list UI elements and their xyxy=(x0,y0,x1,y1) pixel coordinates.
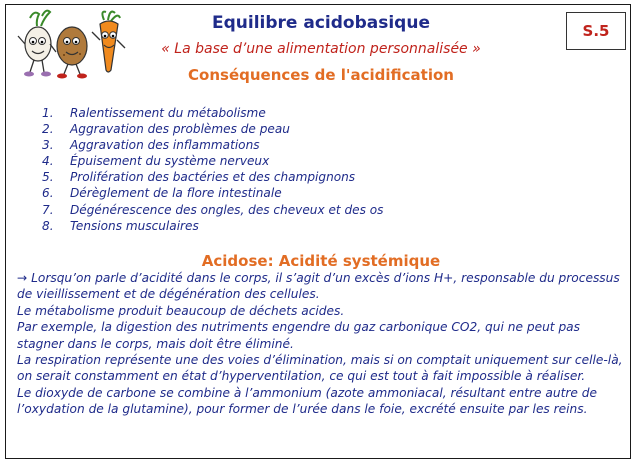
slide-number-badge: S.5 xyxy=(566,12,626,50)
arrow-right-icon: → xyxy=(17,271,28,285)
acidose-paragraph: La respiration représente une des voies d’élimination, mais si on comptait uniquement sur celle-là, on serait constamment en état d’hyperventilation, ce qui est tout à fait impossible à réaliser. xyxy=(17,353,623,384)
section-title-consequences: Conséquences de l'acidification xyxy=(188,66,454,84)
list-item: 1. Ralentissement du métabolisme xyxy=(42,106,266,120)
acidose-paragraph: Par exemple, la digestion des nutriments engendre du gaz carbonique CO2, qui ne peut pas stagner dans le corps, mais doit être éliminé. xyxy=(17,320,580,351)
page-title: Equilibre acidobasique xyxy=(212,13,430,33)
consequences-list xyxy=(42,105,383,234)
list-item: 4. Épuisement du système nerveux xyxy=(42,154,270,169)
list-item: 3. Aggravation des inflammations xyxy=(42,138,260,153)
list-item: 5. Prolifération des bactéries et des champignons xyxy=(42,170,356,185)
list-item: 7. Dégénérescence des ongles, des cheveux et des os xyxy=(42,202,384,217)
list-item: 6. Dérèglement de la flore intestinale xyxy=(42,186,282,201)
acidose-paragraph: Le dioxyde de carbone se combine à l’ammonium (azote ammoniacal, résultant entre autre de l’oxydation de la glutamine), pour former de l’urée dans le foie, excrété ensuite par les reins. xyxy=(17,385,598,417)
acidose-paragraph: → Lorsqu’on parle d’acidité dans le corps, il s’agit d’un excès d’ions H+, responsable du processus de vieillissement et de dégénération des cellules. xyxy=(17,271,620,302)
list-item: 8. Tensions musculaires xyxy=(42,218,199,233)
page-subtitle: « La base d’une alimentation personnalisée » xyxy=(161,41,481,57)
section-title-acidose: Acidose: Acidité systémique xyxy=(201,252,441,270)
list-item: 2. Aggravation des problèmes de peau xyxy=(42,122,290,137)
acidose-paragraph: Le métabolisme produit beaucoup de déchets acides. xyxy=(17,303,345,318)
acidose-body xyxy=(17,270,623,418)
